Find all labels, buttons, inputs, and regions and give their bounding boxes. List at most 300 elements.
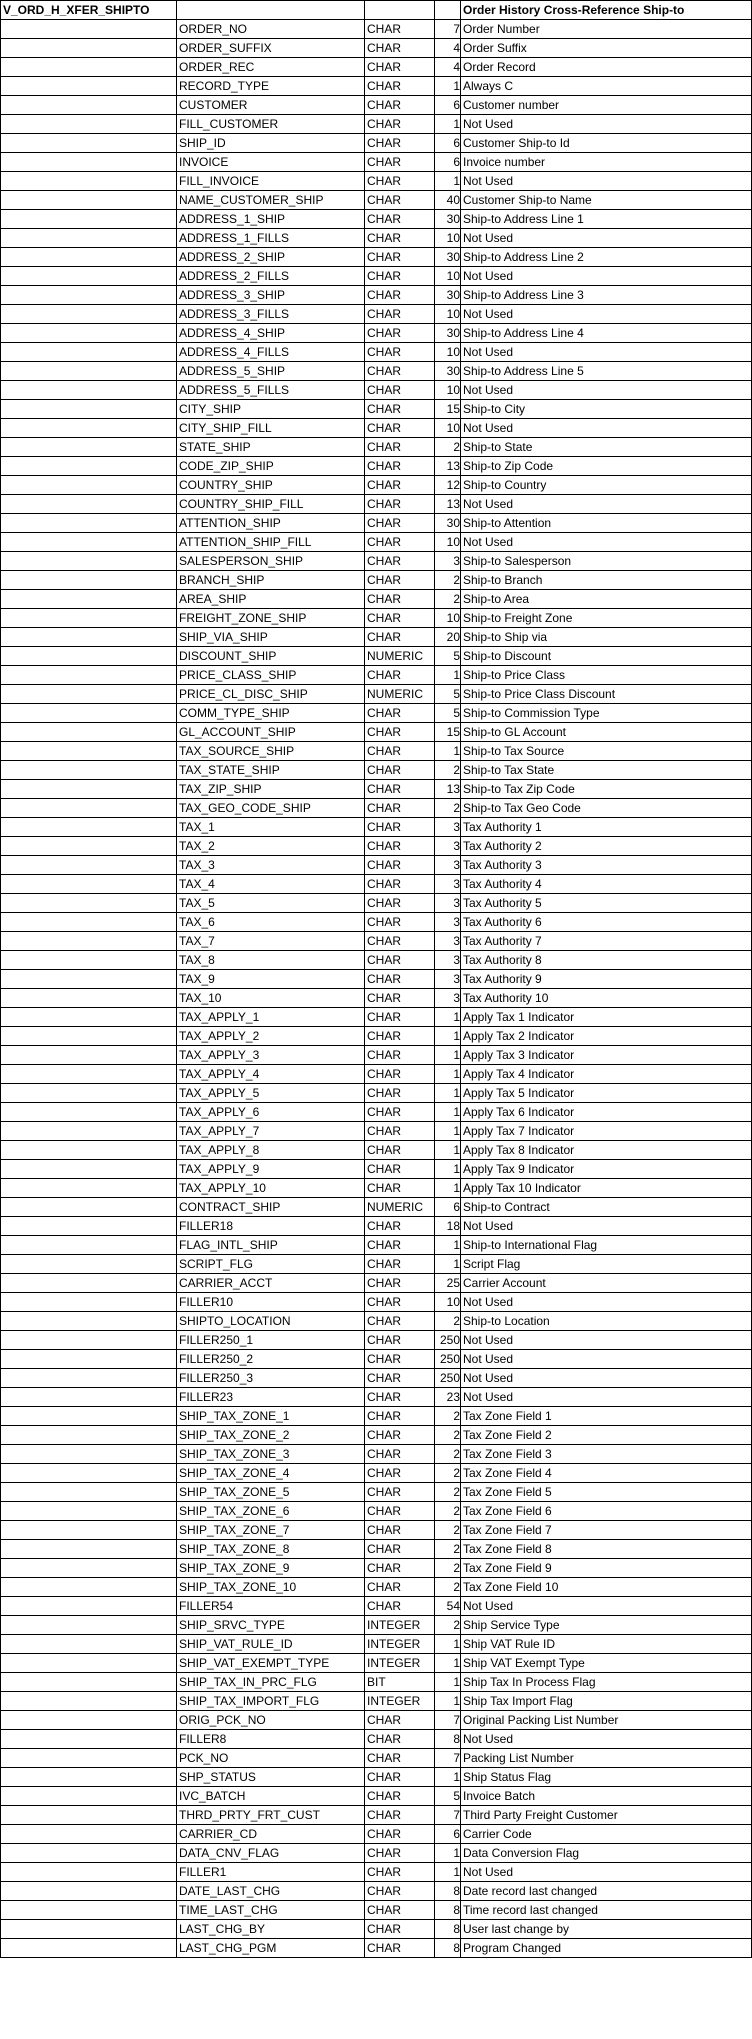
- field-name-cell: TAX_GEO_CODE_SHIP: [177, 799, 365, 818]
- table-row: [1, 1711, 752, 1730]
- data-type-cell: CHAR: [365, 20, 435, 39]
- table-row: [1, 343, 752, 362]
- description-cell: Ship-to Tax Source: [461, 742, 752, 761]
- data-type-cell: CHAR: [365, 1160, 435, 1179]
- row-blank-cell: [1, 1179, 177, 1198]
- table-row: [1, 286, 752, 305]
- description-cell: Tax Authority 2: [461, 837, 752, 856]
- field-name-cell: RECORD_TYPE: [177, 77, 365, 96]
- data-type-cell: CHAR: [365, 286, 435, 305]
- row-blank-cell: [1, 533, 177, 552]
- table-row: [1, 1787, 752, 1806]
- length-cell: 2: [435, 1616, 461, 1635]
- table-row: [1, 1673, 752, 1692]
- length-cell: 3: [435, 970, 461, 989]
- field-name-cell: PRICE_CL_DISC_SHIP: [177, 685, 365, 704]
- field-name-cell: ATTENTION_SHIP: [177, 514, 365, 533]
- length-cell: 30: [435, 210, 461, 229]
- field-name-cell: TAX_APPLY_5: [177, 1084, 365, 1103]
- length-cell: 1: [435, 1692, 461, 1711]
- description-cell: Apply Tax 1 Indicator: [461, 1008, 752, 1027]
- row-blank-cell: [1, 476, 177, 495]
- description-cell: Apply Tax 3 Indicator: [461, 1046, 752, 1065]
- description-cell: Not Used: [461, 1331, 752, 1350]
- row-blank-cell: [1, 39, 177, 58]
- field-name-cell: SHIP_TAX_ZONE_7: [177, 1521, 365, 1540]
- field-name-cell: FILLER54: [177, 1597, 365, 1616]
- field-name-cell: STATE_SHIP: [177, 438, 365, 457]
- length-cell: 5: [435, 1787, 461, 1806]
- length-cell: 10: [435, 533, 461, 552]
- description-cell: Tax Zone Field 2: [461, 1426, 752, 1445]
- row-blank-cell: [1, 1388, 177, 1407]
- length-cell: 250: [435, 1331, 461, 1350]
- row-blank-cell: [1, 1597, 177, 1616]
- table-row: [1, 1749, 752, 1768]
- length-cell: 5: [435, 647, 461, 666]
- table-row: [1, 628, 752, 647]
- header-blank-length: [435, 1, 461, 20]
- data-type-cell: BIT: [365, 1673, 435, 1692]
- row-blank-cell: [1, 1312, 177, 1331]
- description-cell: Not Used: [461, 1217, 752, 1236]
- table-row: [1, 685, 752, 704]
- data-type-cell: CHAR: [365, 1597, 435, 1616]
- description-cell: Ship-to Tax State: [461, 761, 752, 780]
- length-cell: 1: [435, 1844, 461, 1863]
- table-row: [1, 1635, 752, 1654]
- length-cell: 1: [435, 77, 461, 96]
- table-row: [1, 970, 752, 989]
- table-row: [1, 799, 752, 818]
- length-cell: 10: [435, 267, 461, 286]
- description-cell: Ship-to Branch: [461, 571, 752, 590]
- data-type-cell: CHAR: [365, 1293, 435, 1312]
- table-row: [1, 1521, 752, 1540]
- field-name-cell: FILL_CUSTOMER: [177, 115, 365, 134]
- description-cell: Original Packing List Number: [461, 1711, 752, 1730]
- table-row: [1, 438, 752, 457]
- row-blank-cell: [1, 1027, 177, 1046]
- row-blank-cell: [1, 685, 177, 704]
- row-blank-cell: [1, 1217, 177, 1236]
- length-cell: 3: [435, 818, 461, 837]
- data-type-cell: CHAR: [365, 552, 435, 571]
- table-row: [1, 1920, 752, 1939]
- data-type-cell: CHAR: [365, 742, 435, 761]
- field-name-cell: TAX_3: [177, 856, 365, 875]
- length-cell: 10: [435, 305, 461, 324]
- table-row: [1, 514, 752, 533]
- data-type-cell: CHAR: [365, 761, 435, 780]
- table-row: [1, 761, 752, 780]
- description-cell: Tax Authority 8: [461, 951, 752, 970]
- length-cell: 6: [435, 1825, 461, 1844]
- description-cell: Ship-to Contract: [461, 1198, 752, 1217]
- row-blank-cell: [1, 58, 177, 77]
- field-name-cell: SHIP_TAX_ZONE_9: [177, 1559, 365, 1578]
- description-cell: Not Used: [461, 381, 752, 400]
- row-blank-cell: [1, 628, 177, 647]
- length-cell: 5: [435, 704, 461, 723]
- data-type-cell: CHAR: [365, 1863, 435, 1882]
- description-cell: Ship-to Zip Code: [461, 457, 752, 476]
- description-cell: Apply Tax 4 Indicator: [461, 1065, 752, 1084]
- field-name-cell: TAX_10: [177, 989, 365, 1008]
- row-blank-cell: [1, 913, 177, 932]
- table-row: [1, 647, 752, 666]
- length-cell: 23: [435, 1388, 461, 1407]
- row-blank-cell: [1, 1255, 177, 1274]
- description-cell: Tax Zone Field 10: [461, 1578, 752, 1597]
- data-type-cell: CHAR: [365, 419, 435, 438]
- table-row: [1, 229, 752, 248]
- data-type-cell: CHAR: [365, 58, 435, 77]
- length-cell: 2: [435, 1540, 461, 1559]
- data-type-cell: CHAR: [365, 1084, 435, 1103]
- length-cell: 3: [435, 913, 461, 932]
- table-row: [1, 1654, 752, 1673]
- table-row: [1, 1046, 752, 1065]
- field-name-cell: SHIP_TAX_ZONE_5: [177, 1483, 365, 1502]
- table-row: [1, 457, 752, 476]
- data-type-cell: CHAR: [365, 1312, 435, 1331]
- row-blank-cell: [1, 723, 177, 742]
- length-cell: 2: [435, 1578, 461, 1597]
- description-cell: Tax Authority 5: [461, 894, 752, 913]
- row-blank-cell: [1, 932, 177, 951]
- table-row: [1, 1122, 752, 1141]
- description-cell: Carrier Code: [461, 1825, 752, 1844]
- data-type-cell: CHAR: [365, 1027, 435, 1046]
- table-row: [1, 590, 752, 609]
- field-name-cell: SHIP_TAX_ZONE_4: [177, 1464, 365, 1483]
- field-name-cell: TAX_5: [177, 894, 365, 913]
- length-cell: 1: [435, 1179, 461, 1198]
- length-cell: 7: [435, 1749, 461, 1768]
- data-type-cell: CHAR: [365, 932, 435, 951]
- data-type-cell: CHAR: [365, 1331, 435, 1350]
- length-cell: 2: [435, 1559, 461, 1578]
- data-type-cell: CHAR: [365, 1730, 435, 1749]
- description-cell: Apply Tax 7 Indicator: [461, 1122, 752, 1141]
- data-type-cell: CHAR: [365, 571, 435, 590]
- field-name-cell: SHIP_TAX_IN_PRC_FLG: [177, 1673, 365, 1692]
- row-blank-cell: [1, 1673, 177, 1692]
- table-row: [1, 704, 752, 723]
- row-blank-cell: [1, 1711, 177, 1730]
- description-cell: Not Used: [461, 495, 752, 514]
- header-row: [1, 1, 752, 20]
- length-cell: 30: [435, 248, 461, 267]
- data-type-cell: CHAR: [365, 267, 435, 286]
- table-row: [1, 1236, 752, 1255]
- table-row: [1, 248, 752, 267]
- field-name-cell: FILLER8: [177, 1730, 365, 1749]
- row-blank-cell: [1, 666, 177, 685]
- length-cell: 7: [435, 1806, 461, 1825]
- row-blank-cell: [1, 20, 177, 39]
- length-cell: 15: [435, 723, 461, 742]
- row-blank-cell: [1, 1844, 177, 1863]
- description-cell: Third Party Freight Customer: [461, 1806, 752, 1825]
- length-cell: 18: [435, 1217, 461, 1236]
- table-row: [1, 1331, 752, 1350]
- description-cell: Ship-to Freight Zone: [461, 609, 752, 628]
- row-blank-cell: [1, 1730, 177, 1749]
- table-row: [1, 894, 752, 913]
- data-type-cell: CHAR: [365, 1369, 435, 1388]
- field-name-cell: ADDRESS_5_SHIP: [177, 362, 365, 381]
- description-cell: Ship-to City: [461, 400, 752, 419]
- description-cell: Tax Zone Field 5: [461, 1483, 752, 1502]
- table-row: [1, 818, 752, 837]
- field-name-cell: GL_ACCOUNT_SHIP: [177, 723, 365, 742]
- data-type-cell: CHAR: [365, 533, 435, 552]
- length-cell: 30: [435, 514, 461, 533]
- data-type-cell: CHAR: [365, 1445, 435, 1464]
- table-row: [1, 552, 752, 571]
- row-blank-cell: [1, 761, 177, 780]
- table-row: [1, 742, 752, 761]
- row-blank-cell: [1, 1768, 177, 1787]
- length-cell: 30: [435, 286, 461, 305]
- table-row: [1, 1198, 752, 1217]
- data-type-cell: INTEGER: [365, 1692, 435, 1711]
- data-type-cell: CHAR: [365, 1901, 435, 1920]
- row-blank-cell: [1, 552, 177, 571]
- row-blank-cell: [1, 1901, 177, 1920]
- length-cell: 2: [435, 1445, 461, 1464]
- row-blank-cell: [1, 1407, 177, 1426]
- table-row: [1, 875, 752, 894]
- data-type-cell: CHAR: [365, 1787, 435, 1806]
- row-blank-cell: [1, 514, 177, 533]
- description-cell: Ship-to Attention: [461, 514, 752, 533]
- description-cell: Ship-to Tax Zip Code: [461, 780, 752, 799]
- row-blank-cell: [1, 1369, 177, 1388]
- table-row: [1, 951, 752, 970]
- data-type-cell: CHAR: [365, 1046, 435, 1065]
- length-cell: 2: [435, 1464, 461, 1483]
- description-cell: Carrier Account: [461, 1274, 752, 1293]
- row-blank-cell: [1, 1483, 177, 1502]
- length-cell: 7: [435, 20, 461, 39]
- field-name-cell: COMM_TYPE_SHIP: [177, 704, 365, 723]
- field-name-cell: TAX_8: [177, 951, 365, 970]
- field-name-cell: FLAG_INTL_SHIP: [177, 1236, 365, 1255]
- row-blank-cell: [1, 1559, 177, 1578]
- table-row: [1, 1084, 752, 1103]
- row-blank-cell: [1, 951, 177, 970]
- field-name-cell: SHIP_TAX_ZONE_3: [177, 1445, 365, 1464]
- table-row: [1, 96, 752, 115]
- field-name-cell: THRD_PRTY_FRT_CUST: [177, 1806, 365, 1825]
- length-cell: 1: [435, 1084, 461, 1103]
- row-blank-cell: [1, 1046, 177, 1065]
- table-row: [1, 305, 752, 324]
- data-type-cell: CHAR: [365, 39, 435, 58]
- description-cell: Ship-to Address Line 4: [461, 324, 752, 343]
- field-name-cell: TAX_ZIP_SHIP: [177, 780, 365, 799]
- data-type-cell: CHAR: [365, 438, 435, 457]
- length-cell: 1: [435, 1635, 461, 1654]
- length-cell: 54: [435, 1597, 461, 1616]
- description-cell: Ship-to International Flag: [461, 1236, 752, 1255]
- field-name-cell: SCRIPT_FLG: [177, 1255, 365, 1274]
- description-cell: Order Number: [461, 20, 752, 39]
- field-name-cell: FILLER1: [177, 1863, 365, 1882]
- length-cell: 3: [435, 894, 461, 913]
- row-blank-cell: [1, 191, 177, 210]
- field-name-cell: TAX_APPLY_9: [177, 1160, 365, 1179]
- data-type-cell: CHAR: [365, 913, 435, 932]
- length-cell: 8: [435, 1939, 461, 1958]
- row-blank-cell: [1, 1160, 177, 1179]
- field-name-cell: TAX_APPLY_4: [177, 1065, 365, 1084]
- length-cell: 2: [435, 1426, 461, 1445]
- row-blank-cell: [1, 1825, 177, 1844]
- row-blank-cell: [1, 1236, 177, 1255]
- table-row: [1, 1179, 752, 1198]
- length-cell: 3: [435, 856, 461, 875]
- row-blank-cell: [1, 799, 177, 818]
- table-row: [1, 1730, 752, 1749]
- description-cell: Tax Zone Field 6: [461, 1502, 752, 1521]
- table-row: [1, 1806, 752, 1825]
- description-cell: Not Used: [461, 1863, 752, 1882]
- field-name-cell: SHP_STATUS: [177, 1768, 365, 1787]
- field-name-cell: SHIP_VIA_SHIP: [177, 628, 365, 647]
- table-row: [1, 1407, 752, 1426]
- row-blank-cell: [1, 875, 177, 894]
- table-row: [1, 1863, 752, 1882]
- field-name-cell: ORDER_SUFFIX: [177, 39, 365, 58]
- length-cell: 6: [435, 1198, 461, 1217]
- table-row: [1, 913, 752, 932]
- data-type-cell: NUMERIC: [365, 685, 435, 704]
- table-row: [1, 1559, 752, 1578]
- description-cell: Date record last changed: [461, 1882, 752, 1901]
- row-blank-cell: [1, 1863, 177, 1882]
- description-cell: Ship-to Discount: [461, 647, 752, 666]
- length-cell: 5: [435, 685, 461, 704]
- length-cell: 3: [435, 837, 461, 856]
- data-type-cell: CHAR: [365, 343, 435, 362]
- field-name-cell: ORIG_PCK_NO: [177, 1711, 365, 1730]
- data-type-cell: CHAR: [365, 134, 435, 153]
- length-cell: 2: [435, 438, 461, 457]
- length-cell: 1: [435, 1141, 461, 1160]
- data-type-cell: CHAR: [365, 1274, 435, 1293]
- field-name-cell: FILLER10: [177, 1293, 365, 1312]
- row-blank-cell: [1, 1540, 177, 1559]
- row-blank-cell: [1, 362, 177, 381]
- description-cell: Apply Tax 9 Indicator: [461, 1160, 752, 1179]
- description-cell: Not Used: [461, 1597, 752, 1616]
- description-cell: Tax Authority 3: [461, 856, 752, 875]
- length-cell: 2: [435, 1312, 461, 1331]
- row-blank-cell: [1, 1521, 177, 1540]
- field-name-cell: TAX_1: [177, 818, 365, 837]
- row-blank-cell: [1, 1806, 177, 1825]
- length-cell: 1: [435, 1065, 461, 1084]
- field-name-cell: SHIP_TAX_ZONE_10: [177, 1578, 365, 1597]
- table-row: [1, 476, 752, 495]
- data-type-cell: CHAR: [365, 704, 435, 723]
- description-cell: Tax Zone Field 3: [461, 1445, 752, 1464]
- data-type-cell: CHAR: [365, 381, 435, 400]
- row-blank-cell: [1, 1350, 177, 1369]
- data-type-cell: CHAR: [365, 837, 435, 856]
- row-blank-cell: [1, 1749, 177, 1768]
- table-row: [1, 1426, 752, 1445]
- row-blank-cell: [1, 1103, 177, 1122]
- row-blank-cell: [1, 1654, 177, 1673]
- table-row: [1, 723, 752, 742]
- field-name-cell: BRANCH_SHIP: [177, 571, 365, 590]
- description-cell: Ship Tax In Process Flag: [461, 1673, 752, 1692]
- length-cell: 1: [435, 1046, 461, 1065]
- description-cell: Not Used: [461, 1369, 752, 1388]
- field-name-cell: SALESPERSON_SHIP: [177, 552, 365, 571]
- description-cell: Script Flag: [461, 1255, 752, 1274]
- table-row: [1, 172, 752, 191]
- length-cell: 1: [435, 1122, 461, 1141]
- table-row: [1, 1502, 752, 1521]
- field-name-cell: SHIP_TAX_ZONE_6: [177, 1502, 365, 1521]
- table-row: [1, 989, 752, 1008]
- table-row: [1, 1274, 752, 1293]
- row-blank-cell: [1, 438, 177, 457]
- length-cell: 2: [435, 1521, 461, 1540]
- row-blank-cell: [1, 894, 177, 913]
- data-type-cell: CHAR: [365, 1502, 435, 1521]
- description-cell: Time record last changed: [461, 1901, 752, 1920]
- table-row: [1, 1939, 752, 1958]
- field-name-cell: ADDRESS_1_SHIP: [177, 210, 365, 229]
- length-cell: 6: [435, 153, 461, 172]
- row-blank-cell: [1, 704, 177, 723]
- field-name-cell: ORDER_NO: [177, 20, 365, 39]
- length-cell: 20: [435, 628, 461, 647]
- description-cell: Ship-to Address Line 2: [461, 248, 752, 267]
- field-name-cell: CUSTOMER: [177, 96, 365, 115]
- description-cell: Ship VAT Exempt Type: [461, 1654, 752, 1673]
- description-cell: Not Used: [461, 533, 752, 552]
- data-type-cell: CHAR: [365, 1255, 435, 1274]
- description-cell: Customer Ship-to Id: [461, 134, 752, 153]
- row-blank-cell: [1, 571, 177, 590]
- data-type-cell: CHAR: [365, 1559, 435, 1578]
- description-cell: Ship Tax Import Flag: [461, 1692, 752, 1711]
- description-cell: Apply Tax 2 Indicator: [461, 1027, 752, 1046]
- description-cell: Not Used: [461, 1730, 752, 1749]
- table-row: [1, 77, 752, 96]
- description-cell: Data Conversion Flag: [461, 1844, 752, 1863]
- length-cell: 40: [435, 191, 461, 210]
- length-cell: 10: [435, 381, 461, 400]
- description-cell: Customer number: [461, 96, 752, 115]
- data-type-cell: CHAR: [365, 1806, 435, 1825]
- length-cell: 6: [435, 134, 461, 153]
- row-blank-cell: [1, 1692, 177, 1711]
- row-blank-cell: [1, 1293, 177, 1312]
- table-row: [1, 1901, 752, 1920]
- description-cell: Tax Authority 1: [461, 818, 752, 837]
- row-blank-cell: [1, 134, 177, 153]
- row-blank-cell: [1, 115, 177, 134]
